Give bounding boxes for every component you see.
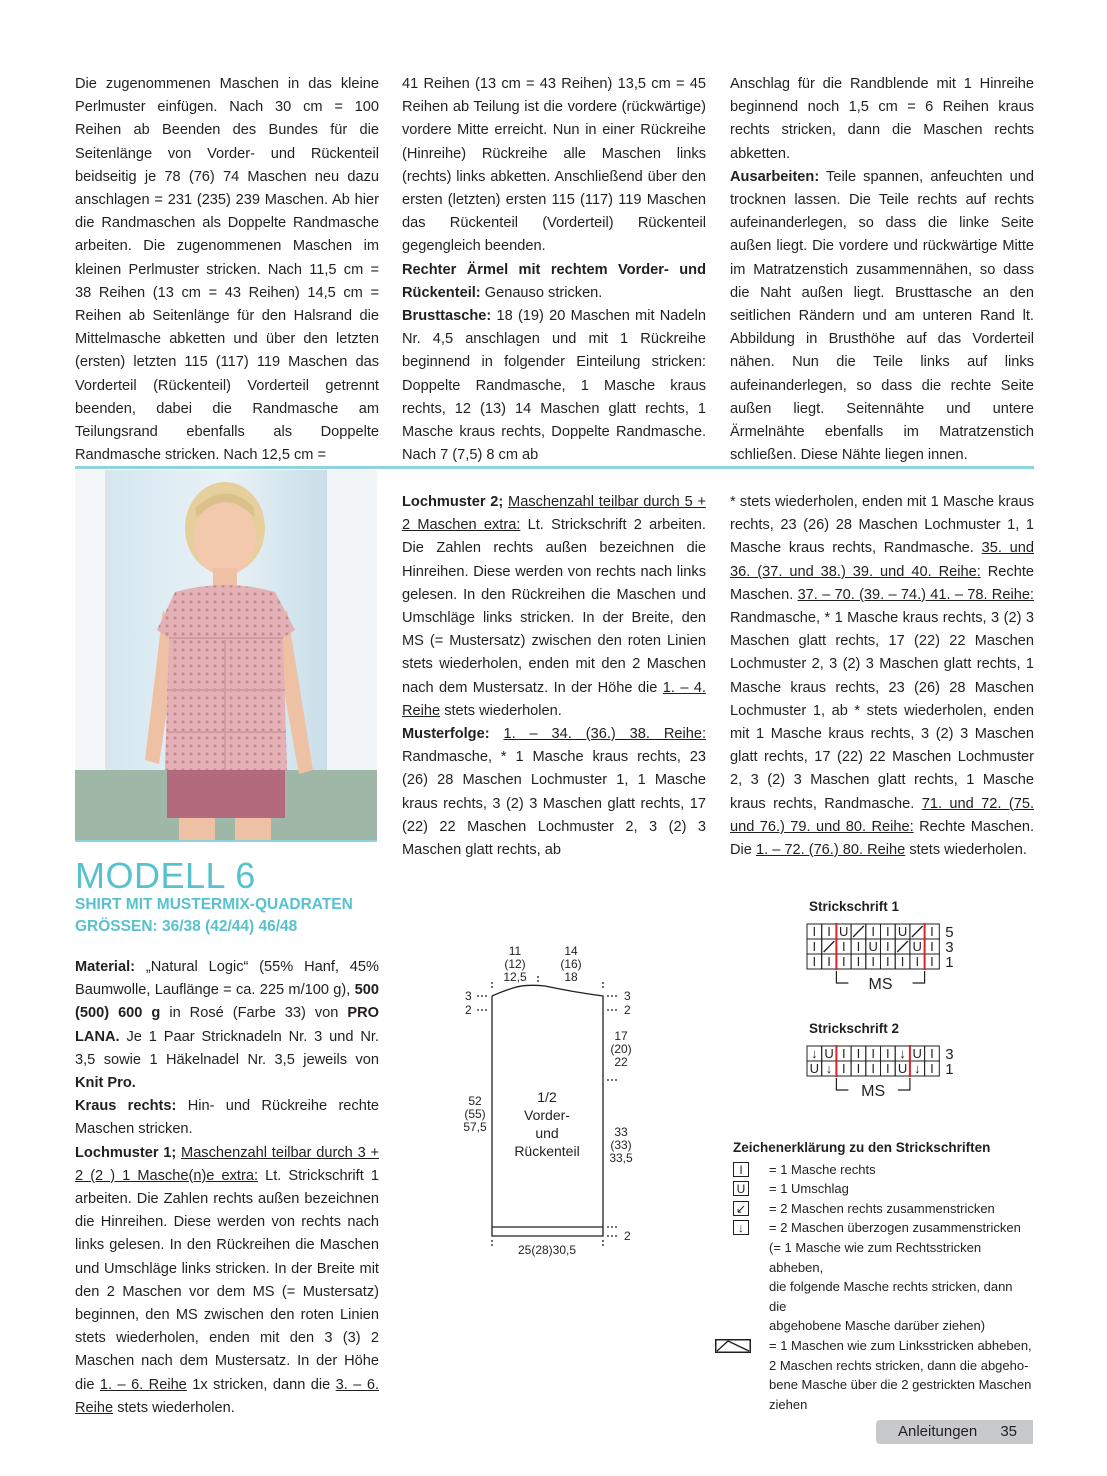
svg-text:I: I: [871, 1046, 875, 1061]
svg-text:↓: ↓: [899, 1046, 906, 1061]
text-underlined: Maschenzahl teilbar durch 3 + 2 (2 ) 1 Masche(n)e extra:: [75, 1144, 379, 1184]
divider-rule: [75, 466, 1034, 469]
text: Je 1 Paar Stricknadeln Nr. 3 und Nr. 3,5 sowie 1 Häkelnadel Nr. 3,5 jeweils von: [75, 1028, 379, 1068]
chart-cell: [807, 939, 822, 954]
legend-text: bene Masche über die 2 gestrickten Maschen: [769, 1377, 1032, 1393]
dim-label: 57,5: [463, 1120, 487, 1134]
chart-cell: [807, 954, 822, 969]
text: „Natural Logic“ (55% Hanf, 45% Baumwolle, Lauflänge = ca. 225 m/100 g),: [75, 959, 380, 999]
chart-cell: [851, 939, 866, 954]
svg-text:I: I: [841, 1046, 846, 1061]
legend-text: = 1 Umschlag: [769, 1181, 849, 1197]
chart-cell: [881, 954, 896, 969]
svg-text:U: U: [912, 1046, 922, 1061]
chart-cell: [910, 1061, 925, 1076]
dim-label: (33): [610, 1138, 632, 1152]
row-number: 5: [945, 924, 954, 941]
chart-2-title: Strickschrift 2: [809, 1021, 900, 1036]
slip-pass-over-icon: [715, 1339, 751, 1353]
repeat-label: MS: [861, 1083, 886, 1100]
svg-text:I: I: [930, 924, 934, 939]
heading-material: Material:: [75, 959, 136, 975]
svg-text:I: I: [886, 1046, 890, 1061]
chart-cell: [807, 1061, 822, 1076]
row-number: 1: [945, 954, 954, 971]
dim-label: 2: [465, 1003, 472, 1017]
svg-text:I: I: [871, 924, 875, 939]
piece-label: Rückenteil: [514, 1143, 580, 1159]
text: Lt. Strickschrift 1 arbeiten. Die Zahlen rechts außen bezeichnen die Hinreihen. Diese werden von rechts nach links gelesen. In den Rückreihen die Maschen und Umschläge links stricken. In der Breite mit den 2 Maschen vor dem MS (= Mustersatz) beginnen, den MS zwischen den roten Linien stets wiederholen, enden mit den 3 (3) 2 Maschen nach dem Mustersatz. In der Höhe die: [75, 1167, 379, 1393]
svg-text:I: I: [856, 1046, 861, 1061]
legend-text: = 1 Masche rechts: [769, 1161, 876, 1177]
dim-label: 2: [624, 1229, 631, 1243]
text-underlined: Maschenzahl teilbar durch 5 + 2 Maschen extra:: [402, 494, 706, 534]
legend-text: ziehen: [769, 1396, 808, 1412]
dim-label: 14: [564, 944, 578, 958]
legend-text: (= 1 Masche wie zum Rechtsstricken abheben,: [769, 1239, 982, 1275]
legend-text: 2 Maschen rechts stricken, dann die abgeho-: [769, 1357, 1029, 1373]
text: in Rosé (Farbe 33) von: [169, 1005, 339, 1022]
brand: PRO LANA.: [75, 1005, 379, 1045]
pattern-column-3: [730, 491, 1034, 862]
text-underlined: 37. – 70. (39. – 74.) 41. – 78. Reihe:: [797, 586, 1034, 603]
chart-cell: [836, 939, 851, 954]
svg-text:I: I: [827, 924, 831, 939]
chart-cell: [822, 954, 837, 969]
piece-label: und: [535, 1125, 559, 1141]
heading-musterfolge: Musterfolge:: [402, 726, 490, 743]
svg-text:U: U: [868, 939, 878, 954]
strickschrift-1-chart: [805, 920, 985, 1010]
paragraph: Teile spannen, anfeuchten und trocknen lassen. Die Teile rechts auf rechts aufeinanderlegen, so dass die linke Seite außen liegt. Die vordere und rückwärtige Mitte im Matratzenstich zusammennähen, so dass die Naht außen liegt. Brusttasche an den seitlichen Rändern und am unteren Rand lt. Abbildung in Brusthöhe auf das Vorderteil nähen. Nun die Teile links auf links aufeinanderlegen, so dass die rechte Seite außen liegt. Seitennähte und untere Ärmelnähte ebenfalls im Matratzenstich schließen. Diese Nähte liegen innen.: [730, 168, 1034, 464]
text: stets wiederholen.: [117, 1399, 235, 1416]
svg-text:U: U: [809, 1061, 820, 1076]
heading-lochmuster-1: Lochmuster 1;: [75, 1144, 177, 1161]
dim-label: 18: [564, 970, 578, 984]
piece-label: 1/2: [537, 1089, 557, 1105]
text: Rechte Maschen. Die: [730, 818, 1034, 859]
text: stets wiederholen.: [444, 702, 562, 719]
chart-cell: [925, 1061, 940, 1076]
chart-cell: [851, 954, 866, 969]
svg-text:I: I: [827, 954, 831, 969]
svg-text:I: I: [886, 939, 890, 954]
page-footer: [876, 1420, 1033, 1444]
svg-text:U: U: [912, 939, 922, 954]
svg-text:I: I: [886, 1061, 890, 1076]
svg-text:I: I: [841, 1061, 846, 1076]
svg-text:I: I: [841, 939, 846, 954]
paragraph: Die zugenommenen Maschen in das kleine Perlmuster einfügen. Nach 30 cm = 100 Reihen ab Beenden des Bundes für die Seitenlänge von Vorder- und Rückenteil beidseitig je 78 (76) 74 Maschen neu dazu anschlagen = 231 (235) 239 Maschen. Ab hier die Randmaschen als Doppelte Randmasche arbeiten. Die zugenommenen Maschen im kleinen Perlmuster stricken. Nach 11,5 cm = 38 Reihen (13 cm = 43 Reihen) 14,5 cm = Reihen ab Seitenlänge für den Halsrand die Mittelmasche abketten und über den letzten (ersten) letzten 115 (117) 119 Maschen das Vorderteil (Rückenteil) Vorderteil getrennt beenden, dabei die Randmasche am Teilungsrand ebenfalls als Doppelte Randmasche stricken. Nach 12,5 cm =: [75, 76, 379, 464]
legend-item: [733, 1218, 1033, 1238]
chart-cell: [866, 1046, 881, 1061]
svg-text:I: I: [930, 1061, 934, 1076]
model-title: MODELL 6: [75, 855, 256, 896]
dim-label: 22: [614, 1055, 628, 1069]
svg-text:I: I: [930, 954, 934, 969]
chart-cell: [851, 1061, 866, 1076]
svg-text:I: I: [812, 939, 817, 954]
svg-text:U: U: [897, 1061, 908, 1076]
dim-label: 12,5: [503, 970, 527, 984]
dim-label: (20): [610, 1042, 632, 1056]
chart-cell: [895, 939, 910, 954]
model-sizes: GRÖSSEN: 36/38 (42/44) 46/48: [75, 918, 298, 935]
text-underlined: 71. und 72. (75. und 76.) 79. und 80. Reihe:: [730, 795, 1034, 835]
model-photo: [75, 470, 377, 842]
chart-cell: [925, 1046, 940, 1061]
svg-text:I: I: [930, 939, 934, 954]
dim-label: 25(28)30,5: [517, 1243, 577, 1257]
legend-item: [733, 1199, 1033, 1219]
text: Hin- und Rückreihe rechte Maschen stricken.: [75, 1098, 380, 1138]
svg-text:I: I: [812, 924, 817, 939]
legend-text: = 2 Maschen überzogen zusammenstricken: [769, 1220, 1021, 1236]
chart-cell: [836, 924, 851, 939]
dim-label: 33: [614, 1125, 628, 1139]
chart-cell: [910, 954, 925, 969]
row-number: 1: [945, 1061, 954, 1078]
chart-cell: [925, 924, 940, 939]
top-column-1: [75, 73, 379, 467]
svg-text:I: I: [856, 1061, 861, 1076]
svg-text:U: U: [897, 924, 908, 939]
text: Randmasche, * 1 Masche kraus rechts, 23 (26) 28 Maschen Lochmuster 1, 1 Masche kraus rechts, 3 (2) 3 Maschen glatt rechts, 17 (22) 22 Maschen Lochmuster 2, 3 (2) 3 Maschen glatt rechts, ab: [402, 749, 706, 859]
ssk-icon: ↓: [733, 1220, 749, 1235]
text-underlined: 35. und 36. (37. und 38.) 39. und 40. Reihe:: [730, 540, 1034, 580]
paragraph: 41 Reihen (13 cm = 43 Reihen) 13,5 cm = 45 Reihen ab Teilung ist die vordere (rückwärtige) vordere Mitte erreicht. Nun in einer Rückreihe (Hinreihe) Rückreihe alle Maschen links (rechts) links abketten. Anschließend über den ersten (letzten) ersten 115 (117) 119 Maschen das Rückenteil (Vorderteil) Rückenteil gegengleich beenden.: [402, 76, 706, 255]
chart-cell: [881, 924, 896, 939]
chart-cell: [866, 1061, 881, 1076]
chart-cell: [822, 1046, 837, 1061]
paragraph: Genauso stricken.: [484, 284, 603, 301]
chart-cell: [866, 954, 881, 969]
svg-text:I: I: [886, 924, 890, 939]
pattern-column-2: [402, 491, 706, 862]
text-underlined: 1. – 72. (76.) 80. Reihe: [755, 842, 906, 859]
chart-cell: [910, 939, 925, 954]
k2tog-icon: ↙: [733, 1201, 749, 1216]
chart-cell: [895, 954, 910, 969]
dim-label: (16): [560, 957, 582, 971]
symbol-legend: [733, 1138, 1033, 1414]
chart-cell: [851, 924, 866, 939]
legend-item: [733, 1160, 1033, 1180]
chart-cell: [866, 924, 881, 939]
chart-cell: [881, 1061, 896, 1076]
legend-item: [733, 1179, 1033, 1199]
svg-text:I: I: [856, 939, 861, 954]
chart-cell: [925, 954, 940, 969]
yarn-over-icon: U: [733, 1181, 749, 1196]
materials-column: [75, 956, 379, 1420]
chart-1-title: Strickschrift 1: [809, 899, 900, 914]
row-number: 3: [945, 1046, 954, 1063]
text-underlined: 1. – 4. Reihe: [402, 679, 706, 719]
svg-text:I: I: [856, 954, 861, 969]
svg-text:I: I: [871, 954, 875, 969]
chart-cell: [807, 924, 822, 939]
legend-text: abgehobene Masche darüber ziehen): [769, 1318, 986, 1334]
chart-cell: [822, 939, 837, 954]
chart-cell: [822, 924, 837, 939]
heading-finishing: Ausarbeiten:: [730, 168, 820, 185]
chart-cell: [836, 1046, 851, 1061]
chart-cell: [807, 1046, 822, 1061]
svg-text:I: I: [886, 954, 890, 969]
chart-cell: [925, 939, 940, 954]
svg-text:I: I: [841, 954, 846, 969]
text-bold: 500 (500) 600 g: [75, 982, 379, 1022]
dim-label: 3: [465, 989, 472, 1003]
svg-text:I: I: [915, 954, 920, 969]
dim-label: 17: [614, 1029, 628, 1043]
chart-cell: [895, 1046, 910, 1061]
knit-stitch-icon: I: [733, 1162, 749, 1177]
chart-cell: [895, 924, 910, 939]
svg-text:I: I: [900, 954, 905, 969]
model-subtitle: SHIRT MIT MUSTERMIX-QUADRATEN: [75, 896, 353, 913]
top-column-2: [402, 73, 706, 467]
chart-cell: [881, 1046, 896, 1061]
paragraph: 18 (19) 20 Maschen mit Nadeln Nr. 4,5 anschlagen und mit 1 Rückreihe beginnend in folgender Einteilung stricken: Doppelte Randmasche, 1 Masche kraus rechts, 12 (13) 14 Maschen glatt rechts, 1 Masche kraus rechts, Doppelte Randmasche. Nach 7 (7,5) 8 cm ab: [402, 308, 707, 464]
chart-cell: [895, 1061, 910, 1076]
heading-kraus: Kraus rechts:: [75, 1098, 177, 1115]
dim-label: 33,5: [609, 1151, 633, 1165]
heading-pocket: Brusttasche:: [402, 308, 492, 325]
chart-cell: [836, 954, 851, 969]
svg-text:I: I: [812, 954, 817, 969]
svg-text:↓: ↓: [914, 1061, 921, 1076]
dim-label: (55): [464, 1107, 486, 1121]
text: Lt. Strickschrift 2 arbeiten. Die Zahlen rechts außen bezeichnen die Hinreihen. Diese werden von rechts nach links gelesen. In den Rückreihen die Maschen und Umschläge links stricken. In der Breite, den MS (= Mustersatz) zwischen den roten Linien stets wiederholen, enden mit den 2 Maschen nach dem Mustersatz. In der Höhe die: [402, 517, 706, 696]
svg-text:↓: ↓: [825, 1061, 833, 1076]
text: Randmasche, * 1 Masche kraus rechts, 3 (2) 3 Maschen glatt rechts, 17 (22) 22 Maschen Lochmuster 2, 3 (2) 3 Maschen glatt rechts, 1 Masche kraus rechts, 23 (26) 28 Maschen Lochmuster 1, ab * stets wiederholen, enden mit 1 Masche kraus rechts, 3 (2) 3 Maschen glatt rechts, 17 (22) 22 Maschen Lochmuster 2, 3 (2) 3 Maschen glatt rechts, 1 Masche kraus rechts, Randmasche.: [730, 610, 1034, 812]
paragraph: Anschlag für die Randblende mit 1 Hinreihe beginnend noch 1,5 cm = 6 Reihen kraus rechts stricken, dann die Maschen rechts abketten.: [730, 76, 1034, 162]
text-underlined: 3. – 6. Reihe: [75, 1376, 379, 1416]
piece-label: Vorder-: [524, 1107, 570, 1123]
svg-text:U: U: [824, 1046, 834, 1061]
legend-title: Zeichenerklärung zu den Strickschriften: [733, 1140, 991, 1155]
svg-text:↓: ↓: [811, 1046, 818, 1061]
text: * stets wiederholen, enden mit 1 Masche kraus rechts, 23 (26) 28 Maschen Lochmuster 1, 1 Masche kraus rechts, Randmasche.: [730, 494, 1034, 557]
svg-text:I: I: [871, 1061, 875, 1076]
text: Rechte Maschen.: [730, 563, 1034, 603]
dim-label: 3: [624, 989, 631, 1003]
chart-cell: [910, 1046, 925, 1061]
chart-cell: [836, 1061, 851, 1076]
chart-cell: [822, 1061, 837, 1076]
section-label: Anleitungen: [898, 1423, 978, 1440]
text: stets wiederholen.: [909, 842, 1027, 859]
heading-lochmuster-2: Lochmuster 2;: [402, 494, 504, 510]
text: 1x stricken, dann die: [192, 1376, 331, 1393]
heading-sleeve: Rechter Ärmel mit rechtem Vorder- und Rückenteil:: [402, 261, 706, 301]
legend-item: [733, 1336, 1033, 1356]
chart-cell: [866, 939, 881, 954]
svg-text:U: U: [839, 924, 849, 939]
text-underlined: 1. – 6. Reihe: [99, 1376, 187, 1393]
dim-label: 2: [624, 1003, 631, 1017]
brand: Knit Pro.: [75, 1075, 136, 1092]
chart-cell: [851, 1046, 866, 1061]
chart-cell: [910, 924, 925, 939]
page-number: 35: [1000, 1423, 1017, 1440]
row-number: 3: [945, 939, 954, 956]
legend-text: = 1 Maschen wie zum Linksstricken abheben,: [769, 1337, 1032, 1353]
dim-label: (12): [504, 957, 526, 971]
chart-cell: [881, 939, 896, 954]
svg-text:I: I: [930, 1046, 934, 1061]
legend-text: = 2 Maschen rechts zusammenstricken: [769, 1200, 995, 1216]
repeat-label: MS: [868, 976, 893, 993]
dim-label: 52: [468, 1094, 482, 1108]
top-column-3: [730, 73, 1034, 467]
dim-label: 11: [508, 944, 522, 958]
strickschrift-2-chart: [805, 1042, 985, 1112]
text-underlined: 1. – 34. (36.) 38. Reihe:: [503, 726, 707, 743]
legend-text: die folgende Masche rechts stricken, dann die: [769, 1279, 1013, 1314]
garment-schematic: [455, 940, 655, 1260]
